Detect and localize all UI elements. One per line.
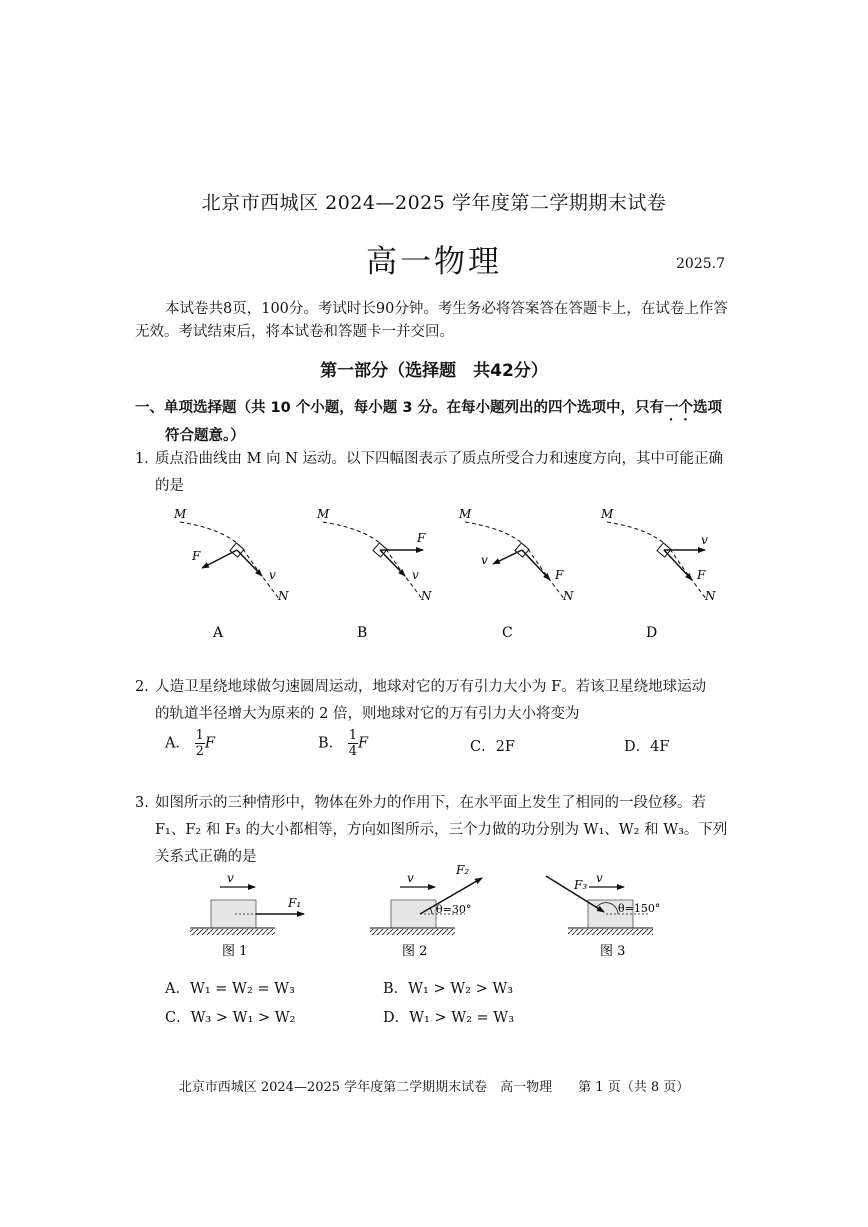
label-v: v [269,568,276,582]
section-heading-line2: 符合题意。） [165,428,245,444]
question-1-number: 1． [135,451,159,467]
svg-text:N: N [705,589,716,603]
question-2-option-a[interactable]: A． $\frac{1}{2}$ F [165,728,215,759]
exam-date: 2025.7 [676,256,725,272]
question-3 [135,790,735,871]
question-3-option-d[interactable]: D．W₁ > W₂ = W₃ [383,1010,515,1026]
option-b-label: B [357,625,368,641]
question-3-figures [180,862,660,962]
svg-text:F: F [697,568,706,582]
svg-text:v: v [701,533,708,547]
question-2 [135,674,735,728]
section-emphasis: 一个 [663,400,693,416]
label-f: F [192,549,201,563]
section-heading [135,396,735,449]
svg-text:v: v [407,871,414,885]
svg-text:N: N [421,589,432,603]
question-3-text-line2: F₁、F₂ 和 F₃ 的大小都相等，方向如图所示，三个力做的功分别为 W₁、W₂ 和 W₃。下列 [155,822,728,838]
page-footer: 北京市西城区 2024—2025 学年度第二学期期末试卷 高一物理 第 1 页（共 8 页） [178,1080,690,1095]
section-heading-line1b: 选项 [692,400,722,416]
question-2-text-line1: 人造卫星绕地球做匀速圆周运动，地球对它的万有引力大小为 F。若该卫星绕地球运动 [155,679,707,695]
figure-1-force-label: F₁ [288,896,302,910]
question-2-option-c[interactable]: C．2F [470,739,515,755]
exam-instructions: 本试卷共8页，100分。考试时长90分钟。考生务必将答案答在答题卡上，在试卷上作答无效。考试结束后，将本试卷和答题卡一并交回。 [135,301,728,340]
svg-text:v: v [227,871,234,885]
figure-1 [190,871,304,959]
svg-text:F: F [417,531,426,545]
diagram-b [316,507,432,641]
figure-1-caption: 图 1 [222,944,248,959]
question-3-option-b[interactable]: B．W₁ > W₂ > W₃ [383,981,514,997]
question-1-text-line1: 质点沿曲线由 M 向 N 运动。以下四幅图表示了质点所受合力和速度方向，其中可能正确 [155,451,723,467]
section-heading-line1: 一、单项选择题（共 10 个小题，每小题 3 分。在每小题列出的四个选项中，只有 [135,400,664,416]
svg-text:v: v [481,553,488,567]
figure-2-force-label: F₂ [456,863,470,877]
figure-2-caption: 图 2 [402,944,428,959]
fraction-one-quarter: $\frac{1}{4}$ [348,728,358,759]
figure-3-force-label: F₃ [574,878,588,892]
question-2-option-d[interactable]: D．4F [624,739,670,755]
figure-2-angle: θ=30° [436,903,472,916]
svg-text:F: F [555,568,564,582]
diagram-a [173,507,289,641]
exam-title: 北京市西城区 2024—2025 学年度第二学期期末试卷 [201,192,667,214]
subject-title: 高一物理 [366,244,502,280]
figure-3-angle: θ=150° [618,902,660,915]
figure-3 [546,871,660,959]
question-1 [135,446,735,500]
svg-text:v: v [412,568,419,582]
question-1-text-line2: 的是 [155,478,184,494]
option-d-label: D [646,625,658,641]
svg-text:v: v [596,871,603,885]
part-heading: 第一部分（选择题 共42分） [320,361,548,381]
svg-text:M: M [601,507,614,521]
option-label: A． [165,735,190,752]
question-2-option-b[interactable]: B． $\frac{1}{4}$ F [318,728,369,759]
question-3-option-a[interactable]: A．W₁ = W₂ = W₃ [165,981,295,997]
option-c-label: C [502,625,513,641]
svg-text:N: N [563,589,574,603]
question-1-diagrams [150,500,740,650]
question-3-option-c[interactable]: C．W₃ > W₁ > W₂ [165,1010,296,1026]
figure-2 [370,863,482,959]
question-3-text-line1: 如图所示的三种情形中，物体在外力的作用下，在水平面上发生了相同的一段位移。若 [155,795,706,811]
diagram-d [600,507,716,641]
figure-3-caption: 图 3 [600,944,626,959]
question-2-text-line2: 的轨道半径增大为原来的 2 倍，则地球对它的万有引力大小将变为 [155,706,580,722]
question-3-number: 3. [135,795,149,811]
option-a-label: A [213,625,224,641]
label-m: M [174,507,187,521]
label-n: N [278,589,289,603]
diagram-c [458,507,574,641]
fraction-one-half: $\frac{1}{2}$ [195,728,204,759]
question-2-number: 2． [135,679,159,695]
question-3-text-line3: 关系式正确的是 [155,849,257,865]
svg-text:M: M [459,507,472,521]
option-label: B． [318,735,344,752]
svg-text:M: M [317,507,330,521]
